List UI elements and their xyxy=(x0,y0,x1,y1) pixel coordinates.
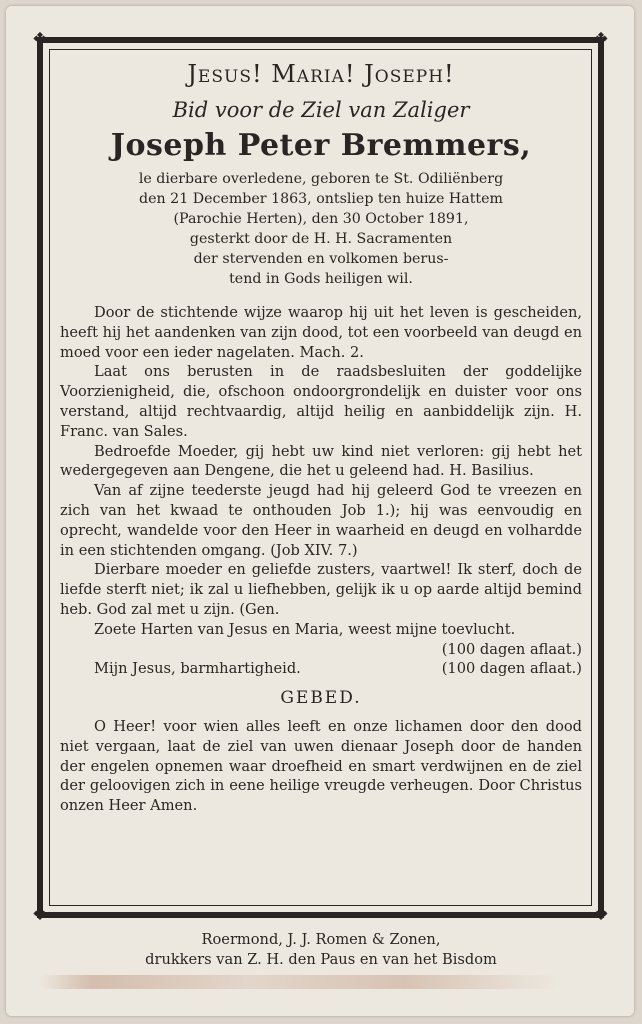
body-paragraph: Door de stichtende wijze waarop hij uit het leven is gescheiden, heeft hij het aandenken van zijn dood, tot een voorbeeld van deugd en moed voor een ieder nagelaten. Mach. 2. xyxy=(60,304,582,361)
indulgence-line xyxy=(60,659,582,679)
printer-line: drukkers van Z. H. den Paus en van het Bisdom xyxy=(145,951,497,968)
intro-line: (Parochie Herten), den 30 October 1891, xyxy=(173,211,469,227)
printer-line: Roermond, J. J. Romen & Zonen, xyxy=(201,931,441,948)
indulgence-line xyxy=(60,640,582,660)
indulgence-note: (100 dagen aflaat.) xyxy=(441,660,582,678)
intro-line: der stervenden en volkomen berus- xyxy=(193,251,449,267)
prayer-text: O Heer! voor wien alles leeft en onze lichamen door den dood niet vergaan, laat de ziel van uwen dienaar Joseph door de handen der engelen opnemen waar droefheid en smart verdwijnen en de ziel der geloovigen zich in eene heilige vreugde verheugen. Door Christus onzen Heer Amen. xyxy=(60,717,582,815)
intro-block xyxy=(60,169,582,289)
intro-line: le dierbare overledene, geboren te St. Odiliënberg xyxy=(138,171,504,187)
card-content xyxy=(60,58,582,816)
prayer-title: GEBED. xyxy=(280,688,362,709)
corner-ornament-icon: ❖ xyxy=(592,29,610,50)
corner-ornament-icon: ❖ xyxy=(592,904,610,925)
printer-imprint xyxy=(60,930,582,970)
body-paragraph: Van af zijne teederste jeugd had hij geleerd God te vreezen en zich van het kwaad te onthouden Job 1.); hij was eenvoudig en oprecht, wandelde voor den Heer in waarheid en deugd en volhardde in een stichtenden omgang. (Job XIV. 7.) xyxy=(60,482,582,559)
indulgence-note: (100 dagen aflaat.) xyxy=(441,640,582,658)
corner-ornament-icon: ❖ xyxy=(31,904,49,925)
body-paragraph: Bedroefde Moeder, gij hebt uw kind niet verloren: gij hebt het wedergegeven aan Dengene, die het u geleend had. H. Basilius. xyxy=(60,442,582,480)
invocation-heading: Jesus! Maria! Joseph! xyxy=(187,60,455,88)
short-prayer: Mijn Jesus, barmhartigheid. xyxy=(94,660,301,678)
intro-line: gesterkt door de H. H. Sacramenten xyxy=(189,231,453,247)
body-paragraph: Dierbare moeder en geliefde zusters, vaartwel! Ik sterf, doch de liefde sterft niet; ik zal u liefhebben, gelijk ik u op aarde altijd bemind heb. God zal met u zijn. (Gen. xyxy=(60,561,582,618)
intro-line: den 21 December 1863, ontsliep ten huize Hattem xyxy=(139,191,503,207)
body-text xyxy=(60,303,582,816)
deceased-name: Joseph Peter Bremmers, xyxy=(110,128,532,163)
paper-stain xyxy=(40,975,560,989)
intro-line: tend in Gods heiligen wil. xyxy=(229,271,413,287)
body-paragraph: Zoete Harten van Jesus en Maria, weest mijne toevlucht. xyxy=(94,620,516,638)
prayer-request-heading: Bid voor de Ziel van Zaliger xyxy=(172,98,470,122)
corner-ornament-icon: ❖ xyxy=(31,29,49,50)
body-paragraph: Laat ons berusten in de raadsbesluiten der goddelijke Voorzienigheid, die, ofschoon ondoorgrondelijk en duister voor ons verstand, altijd rechtvaardig, altijd heilig en aanbiddelijk zijn. H. Franc. van Sales. xyxy=(60,363,582,440)
